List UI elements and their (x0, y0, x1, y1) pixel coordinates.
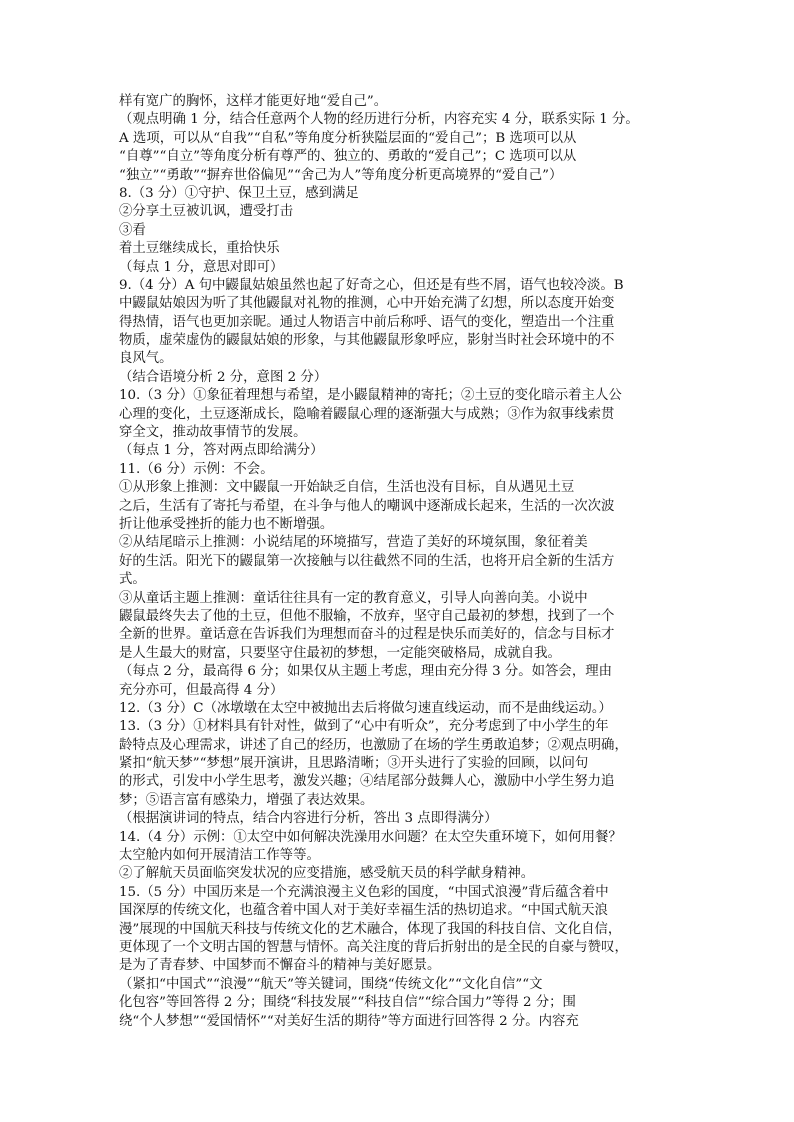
text-line: 漫”展现的中国航天科技与传统文化的艺术融合，体现了我国的科技自信、文化自信， (119, 921, 622, 937)
text-line: 13.（3 分）①材料具有针对性，做到了“心中有听众”，充分考虑到了中小学生的年 (119, 719, 609, 735)
answer-key-page (119, 93, 659, 1031)
text-line: 鼹鼠最终失去了他的土豆，但他不服输，不放弃，坚守自己最初的梦想，找到了一个 (119, 608, 615, 624)
text-line: 梦；⑤语言富有感染力，增强了表达效果。 (119, 792, 374, 808)
text-line: 样有宽广的胸怀，这样才能更好地“爱自己”。 (119, 94, 388, 109)
text-line: （结合语境分析 2 分，意图 2 分） (119, 369, 328, 385)
text-line: 更体现了一个文明古国的智慧与情怀。高关注度的背后折射出的是全民的自豪与赞叹， (119, 939, 628, 955)
text-line: 得热情，语气也更加亲昵。通过人物语言中前后称呼、语气的变化，塑造出一个注重 (119, 314, 615, 330)
text-line: 是人生最大的财富，只要坚守住最初的梦想，一定能突破格局，成就自我。 (119, 645, 561, 661)
text-line: 10.（3 分）①象征着理想与希望，是小鼹鼠精神的寄托；②土豆的变化暗示着主人公 (119, 388, 622, 404)
text-line: 折让他承受挫折的能力也不断增强。 (119, 516, 334, 532)
text-line: 着土豆继续成长，重拾快乐 (119, 241, 280, 257)
text-line: ②分享土豆被讥讽，遭受打击 (119, 204, 294, 220)
text-line: 11.（6 分）示例：不会。 (119, 461, 274, 477)
text-line: 国深厚的传统文化，也蕴含着中国人对于美好幸福生活的热切追求。“中国式航天浪 (119, 903, 608, 919)
text-line: 全新的世界。童话意在告诉我们为理想而奋斗的过程是快乐而美好的，信念与目标才 (119, 627, 615, 643)
text-line: 太空舱内如何开展清洁工作等等。 (119, 848, 320, 864)
text-line: 心理的变化，土豆逐渐成长，隐喻着鼹鼠心理的逐渐强大与成熟；③作为叙事线索贯 (119, 406, 615, 422)
text-line: 式。 (119, 572, 146, 588)
text-line: 中鼹鼠姑娘因为听了其他鼹鼠对礼物的推测，心中开始充满了幻想，所以态度开始变 (119, 296, 615, 312)
text-line: 良风气。 (119, 351, 173, 367)
text-line: 之后，生活有了寄托与希望，在斗争与他人的嘲讽中逐渐成长起来，生活的一次次波 (119, 498, 615, 514)
text-line: ②从结尾暗示上推测：小说结尾的环境描写，营造了美好的环境氛围，象征着美 (119, 535, 588, 551)
text-line: （根据演讲词的特点，结合内容进行分析，答出 3 点即得满分） (119, 811, 498, 827)
text-line: 8.（3 分）①守护、保卫土豆，感到满足 (119, 185, 359, 201)
text-line: 龄特点及心理需求，讲述了自己的经历，也激励了在场的学生勇敢追梦；②观点明确， (119, 737, 628, 753)
text-line: （观点明确 1 分，结合任意两个人物的经历进行分析，内容充实 4 分，联系实际 1 分。 (119, 112, 639, 128)
text-line: 的形式，引发中小学生思考，激发兴趣；④结尾部分鼓舞人心，激励中小学生努力追 (119, 774, 615, 790)
text-line: （紧扣“中国式”“浪漫”“航天”等关键词，围绕“传统文化”“文化自信”“文 (119, 976, 543, 992)
text-line: 化包容”等回答得 2 分；围绕“科技发展”“科技自信”“综合国力”等得 2 分；围 (119, 995, 576, 1011)
text-line: 紧扣“航天梦”“梦想”展开演讲，且思路清晰；③开头进行了实验的回顾，以问句 (119, 756, 589, 772)
text-line: （每点 2 分，最高得 6 分；如果仅从主题上考虑，理由充分得 3 分。如答会，理由 (119, 664, 612, 680)
text-line: “独立”“勇敢”“摒弃世俗偏见”“舍己为人”等角度分析更高境界的“爱自己”） (119, 167, 563, 183)
text-line: 物质，虚荣虚伪的鼹鼠姑娘的形象，与其他鼹鼠形象呼应，影射当时社会环境中的不 (119, 333, 615, 349)
text-line: ②了解航天员面临突发状况的应变措施，感受航天员的科学献身精神。 (119, 866, 535, 882)
text-line: 是为了青春梦、中国梦而不懈奋斗的精神与美好愿景。 (119, 958, 441, 974)
text-line: “自尊”“自立”等角度分析有尊严的、独立的、勇敢的“爱自己”；C 选项可以从 (119, 149, 577, 165)
text-line: ①从形象上推测：文中鼹鼠一开始缺乏自信，生活也没有目标，自从遇见土豆 (119, 480, 575, 496)
text-line: ③从童话主题上推测：童话往往具有一定的教育意义，引导人向善向美。小说中 (119, 590, 588, 606)
text-line: ③看 (119, 222, 146, 238)
text-line: 9.（4 分）A 句中鼹鼠姑娘虽然也起了好奇之心，但还是有些不屑，语气也较冷淡。B (119, 277, 624, 293)
text-line: A 选项，可以从“自我”“自私”等角度分析狭隘层面的“爱自己”；B 选项可以从 (119, 130, 577, 146)
text-line: 充分亦可，但最高得 4 分） (119, 682, 284, 698)
text-line: 穿全文，推动故事情节的发展。 (119, 425, 307, 441)
text-line: 14.（4 分）示例：①太空中如何解决洗澡用水问题？在太空失重环境下，如何用餐？ (119, 829, 622, 845)
text-line: （每点 1 分，答对两点即给满分） (119, 443, 324, 459)
text-line: 15.（5 分）中国历来是一个充满浪漫主义色彩的国度，“中国式浪漫”背后蕴含着中 (119, 884, 609, 900)
text-line: 12.（3 分）C（冰墩墩在太空中被抛出去后将做匀速直线运动，而不是曲线运动。） (119, 700, 612, 716)
text-line: 绕“个人梦想”“爱国情怀”“对美好生活的期待”等方面进行回答得 2 分。内容充 (119, 1013, 579, 1029)
text-line: （每点 1 分，意思对即可） (119, 259, 284, 275)
text-line: 好的生活。阳光下的鼹鼠第一次接触与以往截然不同的生活，也将开启全新的生活方 (119, 553, 615, 569)
